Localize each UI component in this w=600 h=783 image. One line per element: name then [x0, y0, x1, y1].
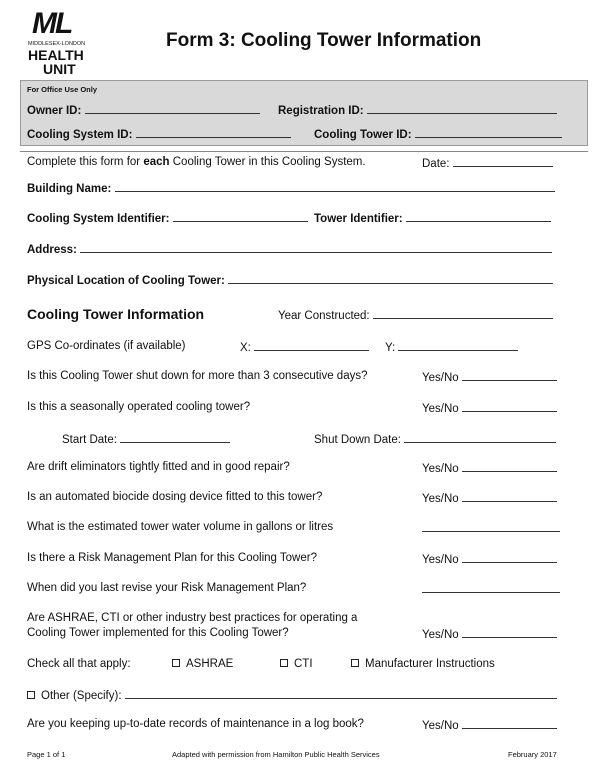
- tower-identifier-field[interactable]: [314, 211, 551, 225]
- cooling-tower-id-field[interactable]: [314, 127, 562, 141]
- checkbox-other[interactable]: [27, 688, 557, 702]
- registration-id-field[interactable]: [278, 103, 557, 117]
- cooling-system-identifier-line: [173, 211, 308, 222]
- q-risk-plan-answer[interactable]: [422, 552, 557, 566]
- answer-line: [462, 461, 557, 472]
- q-shutdown-answer[interactable]: [422, 370, 557, 384]
- cooling-system-id-line: [136, 127, 291, 138]
- answer-line: [462, 552, 557, 563]
- address-line: [80, 242, 552, 253]
- shut-down-date-line: [404, 432, 556, 443]
- q-best-practices-answer[interactable]: [422, 627, 557, 641]
- start-date-line: [120, 432, 230, 443]
- page-title: Form 3: Cooling Tower Information: [166, 30, 482, 51]
- gps-x-line: [254, 340, 369, 351]
- start-date-label: Start Date:: [62, 434, 117, 446]
- shut-down-date-field[interactable]: [314, 432, 556, 446]
- answer-line: [422, 582, 560, 593]
- intro-suffix: Cooling Tower in this Cooling System.: [169, 156, 366, 168]
- logo-mark: ML: [32, 7, 72, 40]
- owner-id-line: [85, 103, 260, 114]
- footer-credit: Adapted with permission from Hamilton Public Health Services: [172, 750, 380, 759]
- intro-prefix: Complete this form for: [27, 156, 144, 168]
- q-revise: When did you last revise your Risk Management Plan?: [27, 582, 307, 594]
- building-name-line: [115, 181, 555, 192]
- date-label: Date:: [422, 158, 450, 170]
- section-heading: Cooling Tower Information: [27, 306, 205, 322]
- checkbox-cti[interactable]: [280, 658, 313, 670]
- checkbox-icon[interactable]: [280, 659, 288, 667]
- q-records-answer[interactable]: [422, 718, 557, 732]
- owner-id-label: Owner ID:: [27, 105, 82, 117]
- answer-line: [462, 491, 557, 502]
- check-all-label: Check all that apply:: [27, 658, 131, 670]
- cooling-tower-id-label: Cooling Tower ID:: [314, 129, 412, 141]
- year-constructed-line: [373, 308, 553, 319]
- q-seasonal-answer[interactable]: [422, 401, 557, 415]
- physical-location-field[interactable]: [27, 273, 553, 287]
- q-seasonal: Is this a seasonally operated cooling tower?: [27, 401, 251, 413]
- tower-identifier-line: [406, 211, 551, 222]
- building-name-field[interactable]: [27, 181, 555, 195]
- logo-line2: HEALTH: [28, 47, 84, 63]
- gps-y-field[interactable]: [385, 340, 518, 354]
- other-specify-line: [125, 688, 557, 699]
- gps-x-label: X:: [240, 342, 251, 354]
- registration-id-label: Registration ID:: [278, 105, 364, 117]
- physical-location-label: Physical Location of Cooling Tower:: [27, 275, 225, 287]
- q-records: Are you keeping up-to-date records of maintenance in a log book?: [27, 718, 364, 730]
- q-volume: What is the estimated tower water volume in gallons or litres: [27, 521, 334, 533]
- yes-no-label: Yes/No: [422, 403, 459, 415]
- cooling-system-id-field[interactable]: [27, 127, 291, 141]
- answer-line: [462, 370, 557, 381]
- yes-no-label: Yes/No: [422, 493, 459, 505]
- address-label: Address:: [27, 244, 77, 256]
- cooling-system-identifier-field[interactable]: [27, 211, 308, 225]
- checkbox-manufacturer[interactable]: [351, 658, 495, 670]
- q-shutdown: Is this Cooling Tower shut down for more than 3 consecutive days?: [27, 370, 368, 382]
- q-drift: Are drift eliminators tightly fitted and in good repair?: [27, 461, 290, 473]
- office-use-box: [20, 80, 588, 146]
- q-best-practices-line1: Are ASHRAE, CTI or other industry best practices for operating a: [27, 612, 358, 624]
- physical-location-line: [228, 273, 553, 284]
- gps-label: GPS Co-ordinates (if available): [27, 340, 186, 352]
- checkbox-icon[interactable]: [27, 691, 35, 699]
- footer-page: Page 1 of 1: [27, 750, 66, 759]
- logo-line3: UNIT: [43, 61, 76, 77]
- q-risk-plan: Is there a Risk Management Plan for this Cooling Tower?: [27, 552, 317, 564]
- q-biocide-answer[interactable]: [422, 491, 557, 505]
- checkbox-cti-label: CTI: [294, 658, 313, 670]
- yes-no-label: Yes/No: [422, 720, 459, 732]
- intro-text: [27, 156, 366, 168]
- intro-emphasis: each: [143, 156, 170, 168]
- footer-date: February 2017: [508, 750, 557, 759]
- checkbox-manufacturer-label: Manufacturer Instructions: [365, 658, 495, 670]
- logo: [28, 8, 98, 76]
- divider: [20, 151, 588, 152]
- gps-y-line: [398, 340, 518, 351]
- registration-id-line: [367, 103, 557, 114]
- cooling-tower-id-line: [415, 127, 562, 138]
- tower-identifier-label: Tower Identifier:: [314, 213, 403, 225]
- cooling-system-identifier-label: Cooling System Identifier:: [27, 213, 170, 225]
- date-line: [453, 156, 553, 167]
- answer-line: [422, 521, 560, 532]
- gps-y-label: Y:: [385, 342, 396, 354]
- address-field[interactable]: [27, 242, 552, 256]
- checkbox-icon[interactable]: [351, 659, 359, 667]
- yes-no-label: Yes/No: [422, 463, 459, 475]
- answer-line: [462, 627, 557, 638]
- answer-line: [462, 718, 557, 729]
- building-name-label: Building Name:: [27, 183, 112, 195]
- yes-no-label: Yes/No: [422, 372, 459, 384]
- year-constructed-field[interactable]: [278, 308, 553, 322]
- shut-down-date-label: Shut Down Date:: [314, 434, 401, 446]
- checkbox-ashrae-label: ASHRAE: [186, 658, 234, 670]
- q-volume-answer[interactable]: [422, 521, 560, 535]
- q-best-practices-line2: Cooling Tower implemented for this Cooling Tower?: [27, 627, 289, 639]
- q-revise-answer[interactable]: [422, 582, 560, 596]
- q-biocide: Is an automated biocide dosing device fitted to this tower?: [27, 491, 323, 503]
- office-heading: For Office Use Only: [27, 85, 98, 94]
- owner-id-field[interactable]: [27, 103, 260, 117]
- year-constructed-label: Year Constructed:: [278, 310, 370, 322]
- cooling-system-id-label: Cooling System ID:: [27, 129, 133, 141]
- checkbox-icon[interactable]: [172, 659, 180, 667]
- yes-no-label: Yes/No: [422, 554, 459, 566]
- answer-line: [462, 401, 557, 412]
- date-field[interactable]: [422, 156, 553, 170]
- checkbox-ashrae[interactable]: [172, 658, 233, 670]
- logo-line1: MIDDLESEX-LONDON: [28, 41, 86, 47]
- q-drift-answer[interactable]: [422, 461, 557, 475]
- start-date-field[interactable]: [62, 432, 230, 446]
- yes-no-label: Yes/No: [422, 629, 459, 641]
- checkbox-other-label: Other (Specify):: [41, 690, 122, 702]
- gps-x-field[interactable]: [240, 340, 369, 354]
